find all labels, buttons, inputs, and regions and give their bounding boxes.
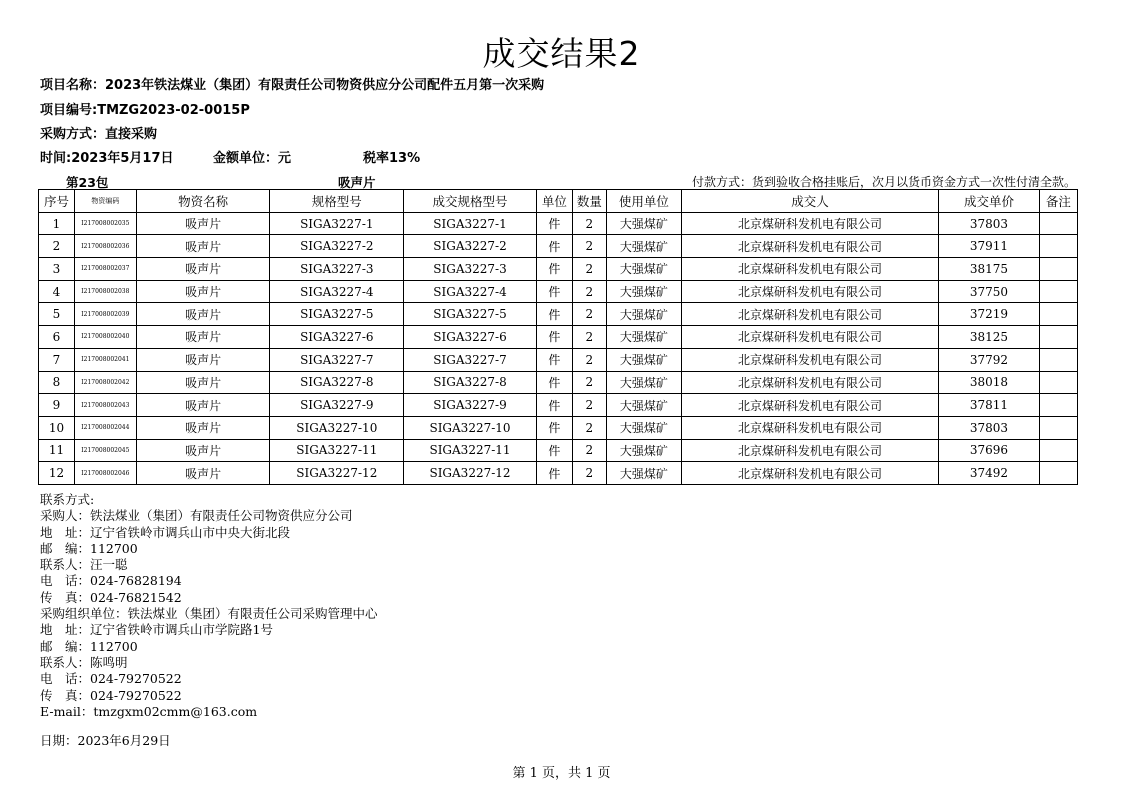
cell-user-unit: 大强煤矿 <box>606 439 681 462</box>
contact-line: 地 址：辽宁省铁岭市调兵山市中央大街北段 <box>40 524 291 540</box>
time-row <box>40 147 420 166</box>
table-row <box>39 303 1078 326</box>
page-title: 成交结果2 <box>482 34 641 73</box>
cell-quantity: 2 <box>572 258 606 281</box>
table-row <box>39 348 1078 371</box>
time-value: 时间:2023年5月17日 <box>40 151 174 166</box>
cell-user-unit: 大强煤矿 <box>606 394 681 417</box>
cell-quantity: 2 <box>572 416 606 439</box>
cell-remarks <box>1039 348 1077 371</box>
cell-material-name: 吸声片 <box>136 212 270 235</box>
cell-quantity: 2 <box>572 348 606 371</box>
cell-spec: SIGA3227-7 <box>270 348 404 371</box>
cell-index: 12 <box>39 462 75 485</box>
contact-line: 邮 编：112700 <box>40 638 138 654</box>
cell-quantity: 2 <box>572 280 606 303</box>
issue-date: 日期：2023年6月29日 <box>40 733 171 748</box>
cell-user-unit: 大强煤矿 <box>606 371 681 394</box>
cell-quantity: 2 <box>572 212 606 235</box>
cell-quantity: 2 <box>572 235 606 258</box>
contact-line: 联系方式: <box>40 492 95 507</box>
cell-deal-spec: SIGA3227-11 <box>404 439 537 462</box>
cell-supplier: 北京煤研科发机电有限公司 <box>681 235 938 258</box>
cell-remarks <box>1039 416 1077 439</box>
table-row <box>39 258 1078 281</box>
cell-unit-price: 37219 <box>939 303 1040 326</box>
table-header-row <box>39 190 1078 213</box>
cell-material-code: I217008002038 <box>75 280 137 303</box>
cell-material-code: I217008002040 <box>75 326 137 349</box>
cell-material-name: 吸声片 <box>136 348 270 371</box>
cell-user-unit: 大强煤矿 <box>606 235 681 258</box>
cell-index: 7 <box>39 348 75 371</box>
cell-spec: SIGA3227-3 <box>270 258 404 281</box>
cell-unit-price: 37792 <box>939 348 1040 371</box>
cell-material-name: 吸声片 <box>136 326 270 349</box>
cell-unit-price: 37696 <box>939 439 1040 462</box>
cell-remarks <box>1039 394 1077 417</box>
table-row <box>39 212 1078 235</box>
contact-line: 传 真：024-79270522 <box>40 687 182 703</box>
cell-unit-price: 37750 <box>939 280 1040 303</box>
cell-unit: 件 <box>536 212 572 235</box>
result-table <box>38 189 1078 485</box>
cell-spec: SIGA3227-1 <box>270 212 404 235</box>
cell-user-unit: 大强煤矿 <box>606 416 681 439</box>
cell-material-code: I217008002036 <box>75 235 137 258</box>
cell-unit-price: 38125 <box>939 326 1040 349</box>
payment-terms: 付款方式：货到验收合格挂账后，次月以货币资金方式一次性付清全款。 <box>691 175 1076 189</box>
cell-remarks <box>1039 303 1077 326</box>
cell-unit: 件 <box>536 439 572 462</box>
cell-user-unit: 大强煤矿 <box>606 348 681 371</box>
cell-user-unit: 大强煤矿 <box>606 326 681 349</box>
cell-deal-spec: SIGA3227-4 <box>404 280 537 303</box>
cell-index: 1 <box>39 212 75 235</box>
cell-user-unit: 大强煤矿 <box>606 212 681 235</box>
cell-unit: 件 <box>536 258 572 281</box>
cell-unit: 件 <box>536 371 572 394</box>
cell-index: 4 <box>39 280 75 303</box>
cell-supplier: 北京煤研科发机电有限公司 <box>681 416 938 439</box>
cell-supplier: 北京煤研科发机电有限公司 <box>681 394 938 417</box>
contact-line: 电 话：024-79270522 <box>40 671 182 687</box>
cell-spec: SIGA3227-10 <box>270 416 404 439</box>
cell-spec: SIGA3227-5 <box>270 303 404 326</box>
cell-material-name: 吸声片 <box>136 258 270 281</box>
cell-spec: SIGA3227-4 <box>270 280 404 303</box>
cell-remarks <box>1039 258 1077 281</box>
table-row <box>39 439 1078 462</box>
cell-deal-spec: SIGA3227-6 <box>404 326 537 349</box>
table-row <box>39 416 1078 439</box>
cell-supplier: 北京煤研科发机电有限公司 <box>681 258 938 281</box>
cell-unit: 件 <box>536 394 572 417</box>
cell-material-code: I217008002044 <box>75 416 137 439</box>
contact-line: 邮 编：112700 <box>40 540 138 556</box>
cell-supplier: 北京煤研科发机电有限公司 <box>681 462 938 485</box>
cell-remarks <box>1039 371 1077 394</box>
cell-deal-spec: SIGA3227-8 <box>404 371 537 394</box>
header-quantity: 数量 <box>572 190 606 213</box>
cell-index: 11 <box>39 439 75 462</box>
cell-supplier: 北京煤研科发机电有限公司 <box>681 212 938 235</box>
cell-material-code: I217008002046 <box>75 462 137 485</box>
cell-remarks <box>1039 212 1077 235</box>
cell-material-name: 吸声片 <box>136 303 270 326</box>
table-row <box>39 394 1078 417</box>
cell-user-unit: 大强煤矿 <box>606 258 681 281</box>
cell-supplier: 北京煤研科发机电有限公司 <box>681 348 938 371</box>
cell-material-name: 吸声片 <box>136 462 270 485</box>
project-number: 项目编号:TMZG2023-02-0015P <box>40 103 250 118</box>
cell-spec: SIGA3227-6 <box>270 326 404 349</box>
cell-deal-spec: SIGA3227-1 <box>404 212 537 235</box>
cell-user-unit: 大强煤矿 <box>606 280 681 303</box>
contact-line: 传 真：024-76821542 <box>40 589 182 605</box>
tax-rate: 税率13% <box>363 151 421 166</box>
cell-remarks <box>1039 235 1077 258</box>
cell-deal-spec: SIGA3227-2 <box>404 235 537 258</box>
cell-material-name: 吸声片 <box>136 235 270 258</box>
cell-material-code: I217008002035 <box>75 212 137 235</box>
header-deal-spec: 成交规格型号 <box>404 190 537 213</box>
cell-material-name: 吸声片 <box>136 394 270 417</box>
header-remarks: 备注 <box>1039 190 1077 213</box>
cell-unit: 件 <box>536 235 572 258</box>
cell-index: 10 <box>39 416 75 439</box>
contact-line: 电 话：024-76828194 <box>40 573 182 589</box>
cell-deal-spec: SIGA3227-7 <box>404 348 537 371</box>
cell-remarks <box>1039 326 1077 349</box>
cell-unit: 件 <box>536 348 572 371</box>
cell-spec: SIGA3227-11 <box>270 439 404 462</box>
contact-line: 地 址：辽宁省铁岭市调兵山市学院路1号 <box>40 622 273 638</box>
header-index: 序号 <box>39 190 75 213</box>
cell-spec: SIGA3227-8 <box>270 371 404 394</box>
cell-material-name: 吸声片 <box>136 439 270 462</box>
cell-material-name: 吸声片 <box>136 416 270 439</box>
cell-remarks <box>1039 280 1077 303</box>
cell-supplier: 北京煤研科发机电有限公司 <box>681 303 938 326</box>
cell-spec: SIGA3227-2 <box>270 235 404 258</box>
table-row <box>39 371 1078 394</box>
cell-supplier: 北京煤研科发机电有限公司 <box>681 326 938 349</box>
cell-deal-spec: SIGA3227-12 <box>404 462 537 485</box>
cell-supplier: 北京煤研科发机电有限公司 <box>681 439 938 462</box>
table-row <box>39 462 1078 485</box>
cell-index: 8 <box>39 371 75 394</box>
package-name: 吸声片 <box>338 175 376 190</box>
cell-material-code: I217008002041 <box>75 348 137 371</box>
cell-unit-price: 37911 <box>939 235 1040 258</box>
cell-spec: SIGA3227-9 <box>270 394 404 417</box>
table-row <box>39 235 1078 258</box>
cell-material-code: I217008002045 <box>75 439 137 462</box>
cell-unit: 件 <box>536 280 572 303</box>
project-name: 项目名称：2023年铁法煤业（集团）有限责任公司物资供应分公司配件五月第一次采购 <box>40 78 545 93</box>
cell-quantity: 2 <box>572 394 606 417</box>
contact-line: 联系人：陈鸣明 <box>40 654 128 670</box>
header-supplier: 成交人 <box>681 190 938 213</box>
page-footer: 第 1 页，共 1 页 <box>512 766 611 781</box>
cell-material-code: I217008002042 <box>75 371 137 394</box>
cell-user-unit: 大强煤矿 <box>606 462 681 485</box>
contact-line: 联系人：汪一聪 <box>40 557 128 573</box>
cell-index: 9 <box>39 394 75 417</box>
cell-unit: 件 <box>536 416 572 439</box>
table-row <box>39 326 1078 349</box>
header-spec: 规格型号 <box>270 190 404 213</box>
contact-line: E-mail：tmzgxm02cmm@163.com <box>40 703 258 719</box>
cell-unit-price: 38018 <box>939 371 1040 394</box>
cell-unit-price: 37492 <box>939 462 1040 485</box>
cell-material-name: 吸声片 <box>136 280 270 303</box>
cell-deal-spec: SIGA3227-10 <box>404 416 537 439</box>
cell-material-code: I217008002037 <box>75 258 137 281</box>
cell-supplier: 北京煤研科发机电有限公司 <box>681 280 938 303</box>
cell-unit-price: 37811 <box>939 394 1040 417</box>
cell-spec: SIGA3227-12 <box>270 462 404 485</box>
cell-unit-price: 37803 <box>939 416 1040 439</box>
contact-line: 采购人：铁法煤业（集团）有限责任公司物资供应分公司 <box>40 508 353 524</box>
table-row <box>39 280 1078 303</box>
contact-info <box>40 492 378 720</box>
currency-unit: 金额单位：元 <box>213 151 292 166</box>
cell-material-code: I217008002039 <box>75 303 137 326</box>
cell-quantity: 2 <box>572 462 606 485</box>
cell-remarks <box>1039 462 1077 485</box>
cell-unit-price: 37803 <box>939 212 1040 235</box>
cell-quantity: 2 <box>572 371 606 394</box>
cell-index: 3 <box>39 258 75 281</box>
package-line <box>38 173 1078 189</box>
cell-unit: 件 <box>536 462 572 485</box>
cell-unit: 件 <box>536 326 572 349</box>
header-user-unit: 使用单位 <box>606 190 681 213</box>
header-material-code: 物资编码 <box>75 190 137 213</box>
procurement-method: 采购方式：直接采购 <box>40 127 158 142</box>
header-material-name: 物资名称 <box>136 190 270 213</box>
header-unit-price: 成交单价 <box>939 190 1040 213</box>
cell-remarks <box>1039 439 1077 462</box>
cell-quantity: 2 <box>572 439 606 462</box>
cell-material-code: I217008002043 <box>75 394 137 417</box>
cell-unit: 件 <box>536 303 572 326</box>
cell-index: 5 <box>39 303 75 326</box>
cell-supplier: 北京煤研科发机电有限公司 <box>681 371 938 394</box>
cell-user-unit: 大强煤矿 <box>606 303 681 326</box>
cell-index: 2 <box>39 235 75 258</box>
cell-material-name: 吸声片 <box>136 371 270 394</box>
cell-quantity: 2 <box>572 303 606 326</box>
cell-index: 6 <box>39 326 75 349</box>
header-unit: 单位 <box>536 190 572 213</box>
cell-unit-price: 38175 <box>939 258 1040 281</box>
cell-deal-spec: SIGA3227-3 <box>404 258 537 281</box>
cell-deal-spec: SIGA3227-5 <box>404 303 537 326</box>
package-label: 第23包 <box>66 175 109 190</box>
table-body <box>39 212 1078 484</box>
cell-deal-spec: SIGA3227-9 <box>404 394 537 417</box>
contact-line: 采购组织单位：铁法煤业（集团）有限责任公司采购管理中心 <box>40 606 378 622</box>
cell-quantity: 2 <box>572 326 606 349</box>
